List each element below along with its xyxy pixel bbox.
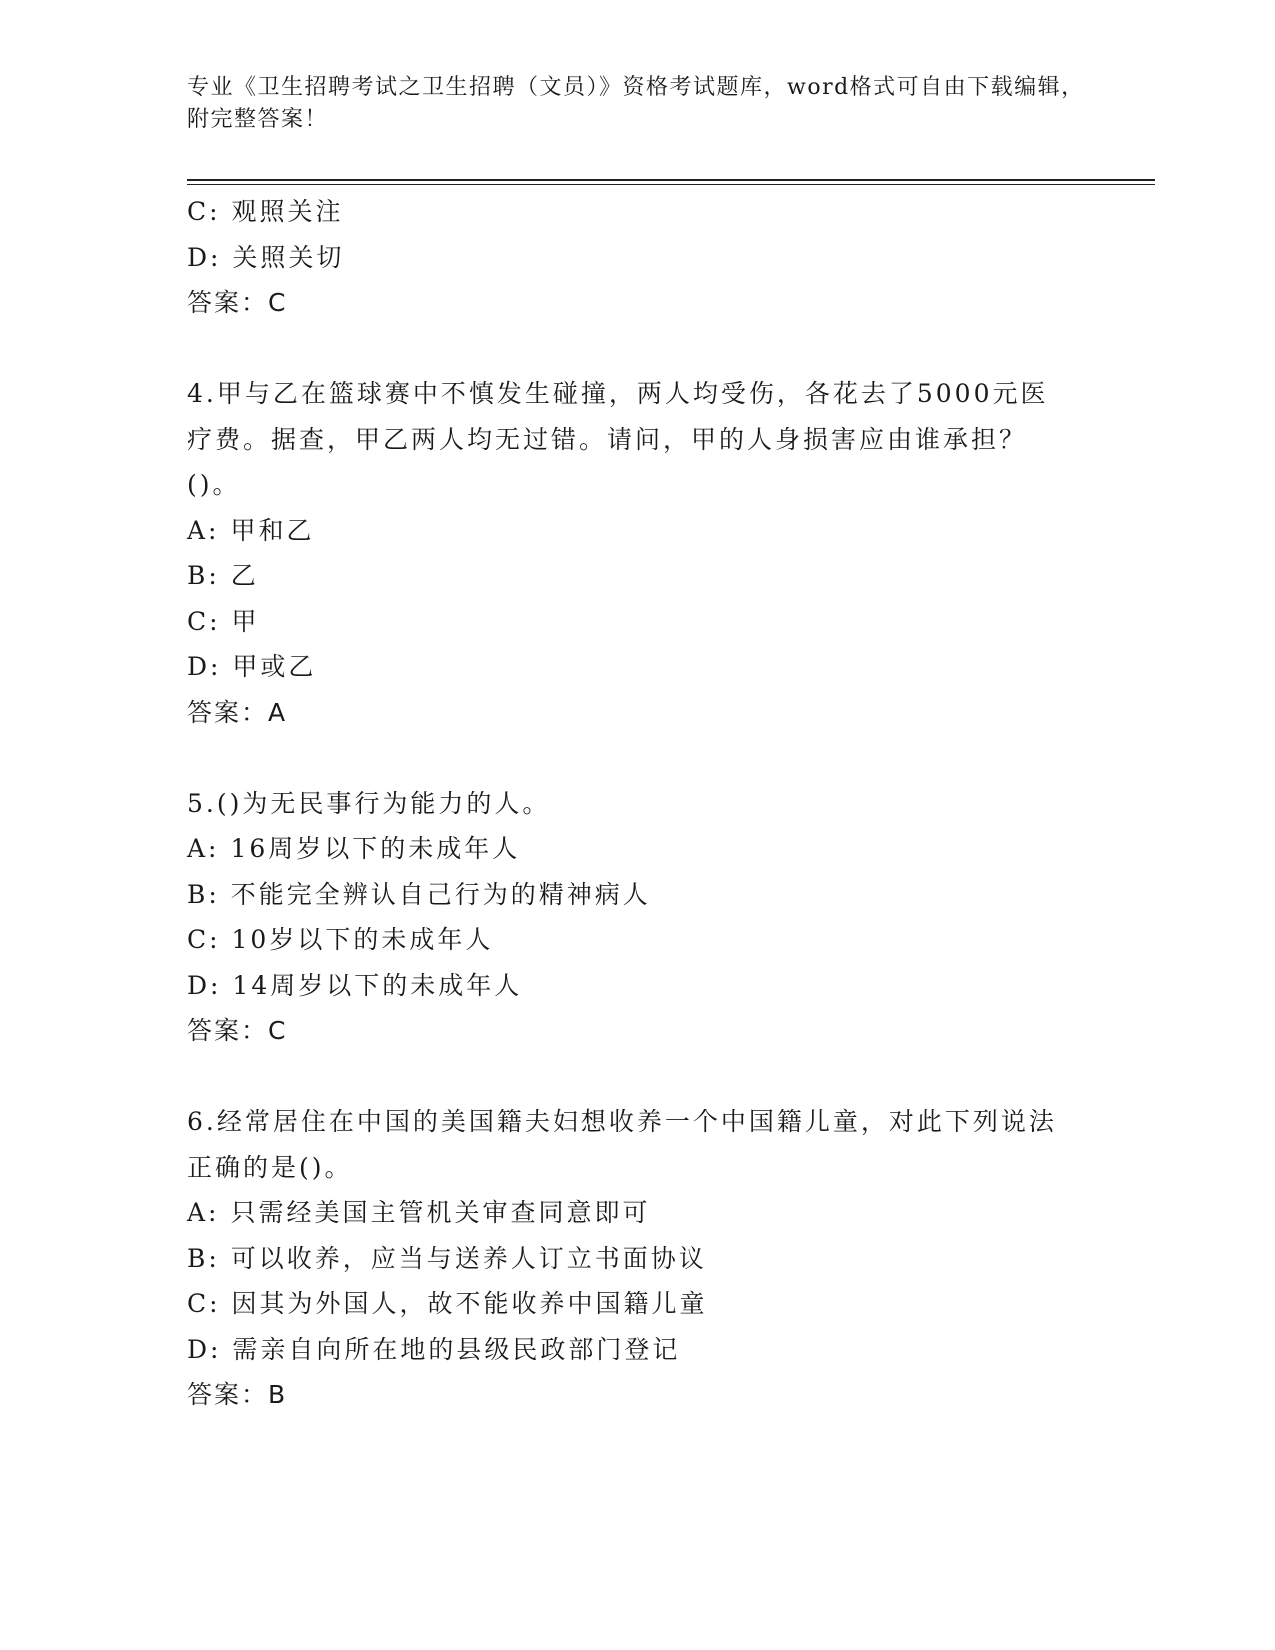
answer-label: 答案： bbox=[187, 697, 269, 727]
option-letter: C: bbox=[187, 1289, 221, 1318]
question-6 bbox=[187, 1099, 1067, 1418]
option-letter: D: bbox=[187, 970, 222, 1000]
option-text: 16周岁以下的未成年人 bbox=[230, 834, 521, 863]
answer-line bbox=[187, 1372, 1067, 1418]
option-letter: D: bbox=[187, 242, 222, 272]
answer-label: 答案： bbox=[187, 1380, 269, 1409]
option-text: 观照关注 bbox=[231, 197, 344, 226]
option-text: 不能完全辨认自己行为的精神病人 bbox=[230, 879, 651, 909]
option-c bbox=[187, 917, 1067, 963]
question-4 bbox=[187, 371, 1067, 735]
option-text: 需亲自向所在地的县级民政部门登记 bbox=[232, 1334, 681, 1364]
answer-value: C bbox=[268, 1016, 288, 1045]
option-letter: B: bbox=[187, 879, 220, 909]
option-a bbox=[187, 1190, 1067, 1236]
spacer bbox=[187, 735, 1067, 781]
option-b bbox=[187, 1236, 1067, 1282]
question-3-tail bbox=[187, 189, 1067, 326]
option-text: 因其为外国人，故不能收养中国籍儿童 bbox=[231, 1289, 708, 1318]
answer-value: A bbox=[268, 697, 288, 727]
option-b bbox=[187, 553, 1067, 599]
question-number: 5. bbox=[187, 788, 217, 818]
option-letter: A: bbox=[187, 834, 220, 863]
question-stem bbox=[187, 371, 1067, 508]
option-d bbox=[187, 1327, 1067, 1373]
option-a bbox=[187, 508, 1067, 554]
spacer bbox=[187, 326, 1067, 372]
spacer bbox=[187, 1054, 1067, 1100]
option-letter: C: bbox=[187, 197, 221, 226]
option-letter: A: bbox=[187, 515, 220, 545]
option-c bbox=[187, 599, 1067, 645]
question-text: 经常居住在中国的美国籍夫妇想收养一个中国籍儿童，对此下列说法正确的是()。 bbox=[187, 1107, 1057, 1182]
option-d bbox=[187, 235, 1067, 281]
question-text: 甲与乙在篮球赛中不慎发生碰撞，两人均受伤，各花去了5000元医疗费。据查，甲乙两人均无过错。请问，甲的人身损害应由谁承担？()。 bbox=[187, 379, 1049, 499]
answer-line bbox=[187, 690, 1067, 736]
option-letter: C: bbox=[187, 925, 221, 954]
answer-value: B bbox=[268, 1380, 288, 1409]
option-text: 甲或乙 bbox=[232, 652, 317, 681]
option-text: 乙 bbox=[230, 561, 259, 590]
question-stem bbox=[187, 781, 1067, 827]
answer-value: C bbox=[268, 288, 288, 317]
option-d bbox=[187, 963, 1067, 1009]
answer-line bbox=[187, 1008, 1067, 1054]
question-5 bbox=[187, 781, 1067, 1054]
header-rule-thick bbox=[187, 179, 1155, 181]
question-number: 4. bbox=[187, 379, 217, 408]
option-letter: B: bbox=[187, 561, 220, 590]
option-text: 甲 bbox=[231, 606, 260, 636]
question-text: ()为无民事行为能力的人。 bbox=[216, 788, 551, 818]
answer-label: 答案： bbox=[187, 1016, 269, 1045]
option-text: 只需经美国主管机关审查同意即可 bbox=[230, 1198, 651, 1227]
option-letter: D: bbox=[187, 1334, 222, 1364]
option-text: 甲和乙 bbox=[230, 515, 315, 545]
header-title: 专业《卫生招聘考试之卫生招聘（文员）》资格考试题库，word格式可自由下载编辑，附完整答案！ bbox=[187, 75, 1085, 132]
answer-label: 答案： bbox=[187, 288, 269, 317]
option-text: 可以收养，应当与送养人订立书面协议 bbox=[230, 1243, 707, 1273]
option-text: 关照关切 bbox=[232, 242, 345, 272]
option-d bbox=[187, 644, 1067, 690]
option-text: 14周岁以下的未成年人 bbox=[232, 970, 523, 1000]
page-header bbox=[187, 72, 1087, 136]
option-letter: D: bbox=[187, 652, 222, 681]
option-c bbox=[187, 189, 1067, 235]
answer-line bbox=[187, 280, 1067, 326]
option-text: 10岁以下的未成年人 bbox=[231, 925, 494, 954]
header-rule-thin bbox=[187, 184, 1155, 185]
option-letter: B: bbox=[187, 1243, 220, 1273]
question-list bbox=[187, 189, 1067, 1418]
option-c bbox=[187, 1281, 1067, 1327]
option-letter: A: bbox=[187, 1198, 220, 1227]
option-letter: C: bbox=[187, 606, 221, 636]
question-stem bbox=[187, 1099, 1067, 1190]
question-number: 6. bbox=[187, 1107, 217, 1136]
option-a bbox=[187, 826, 1067, 872]
option-b bbox=[187, 872, 1067, 918]
